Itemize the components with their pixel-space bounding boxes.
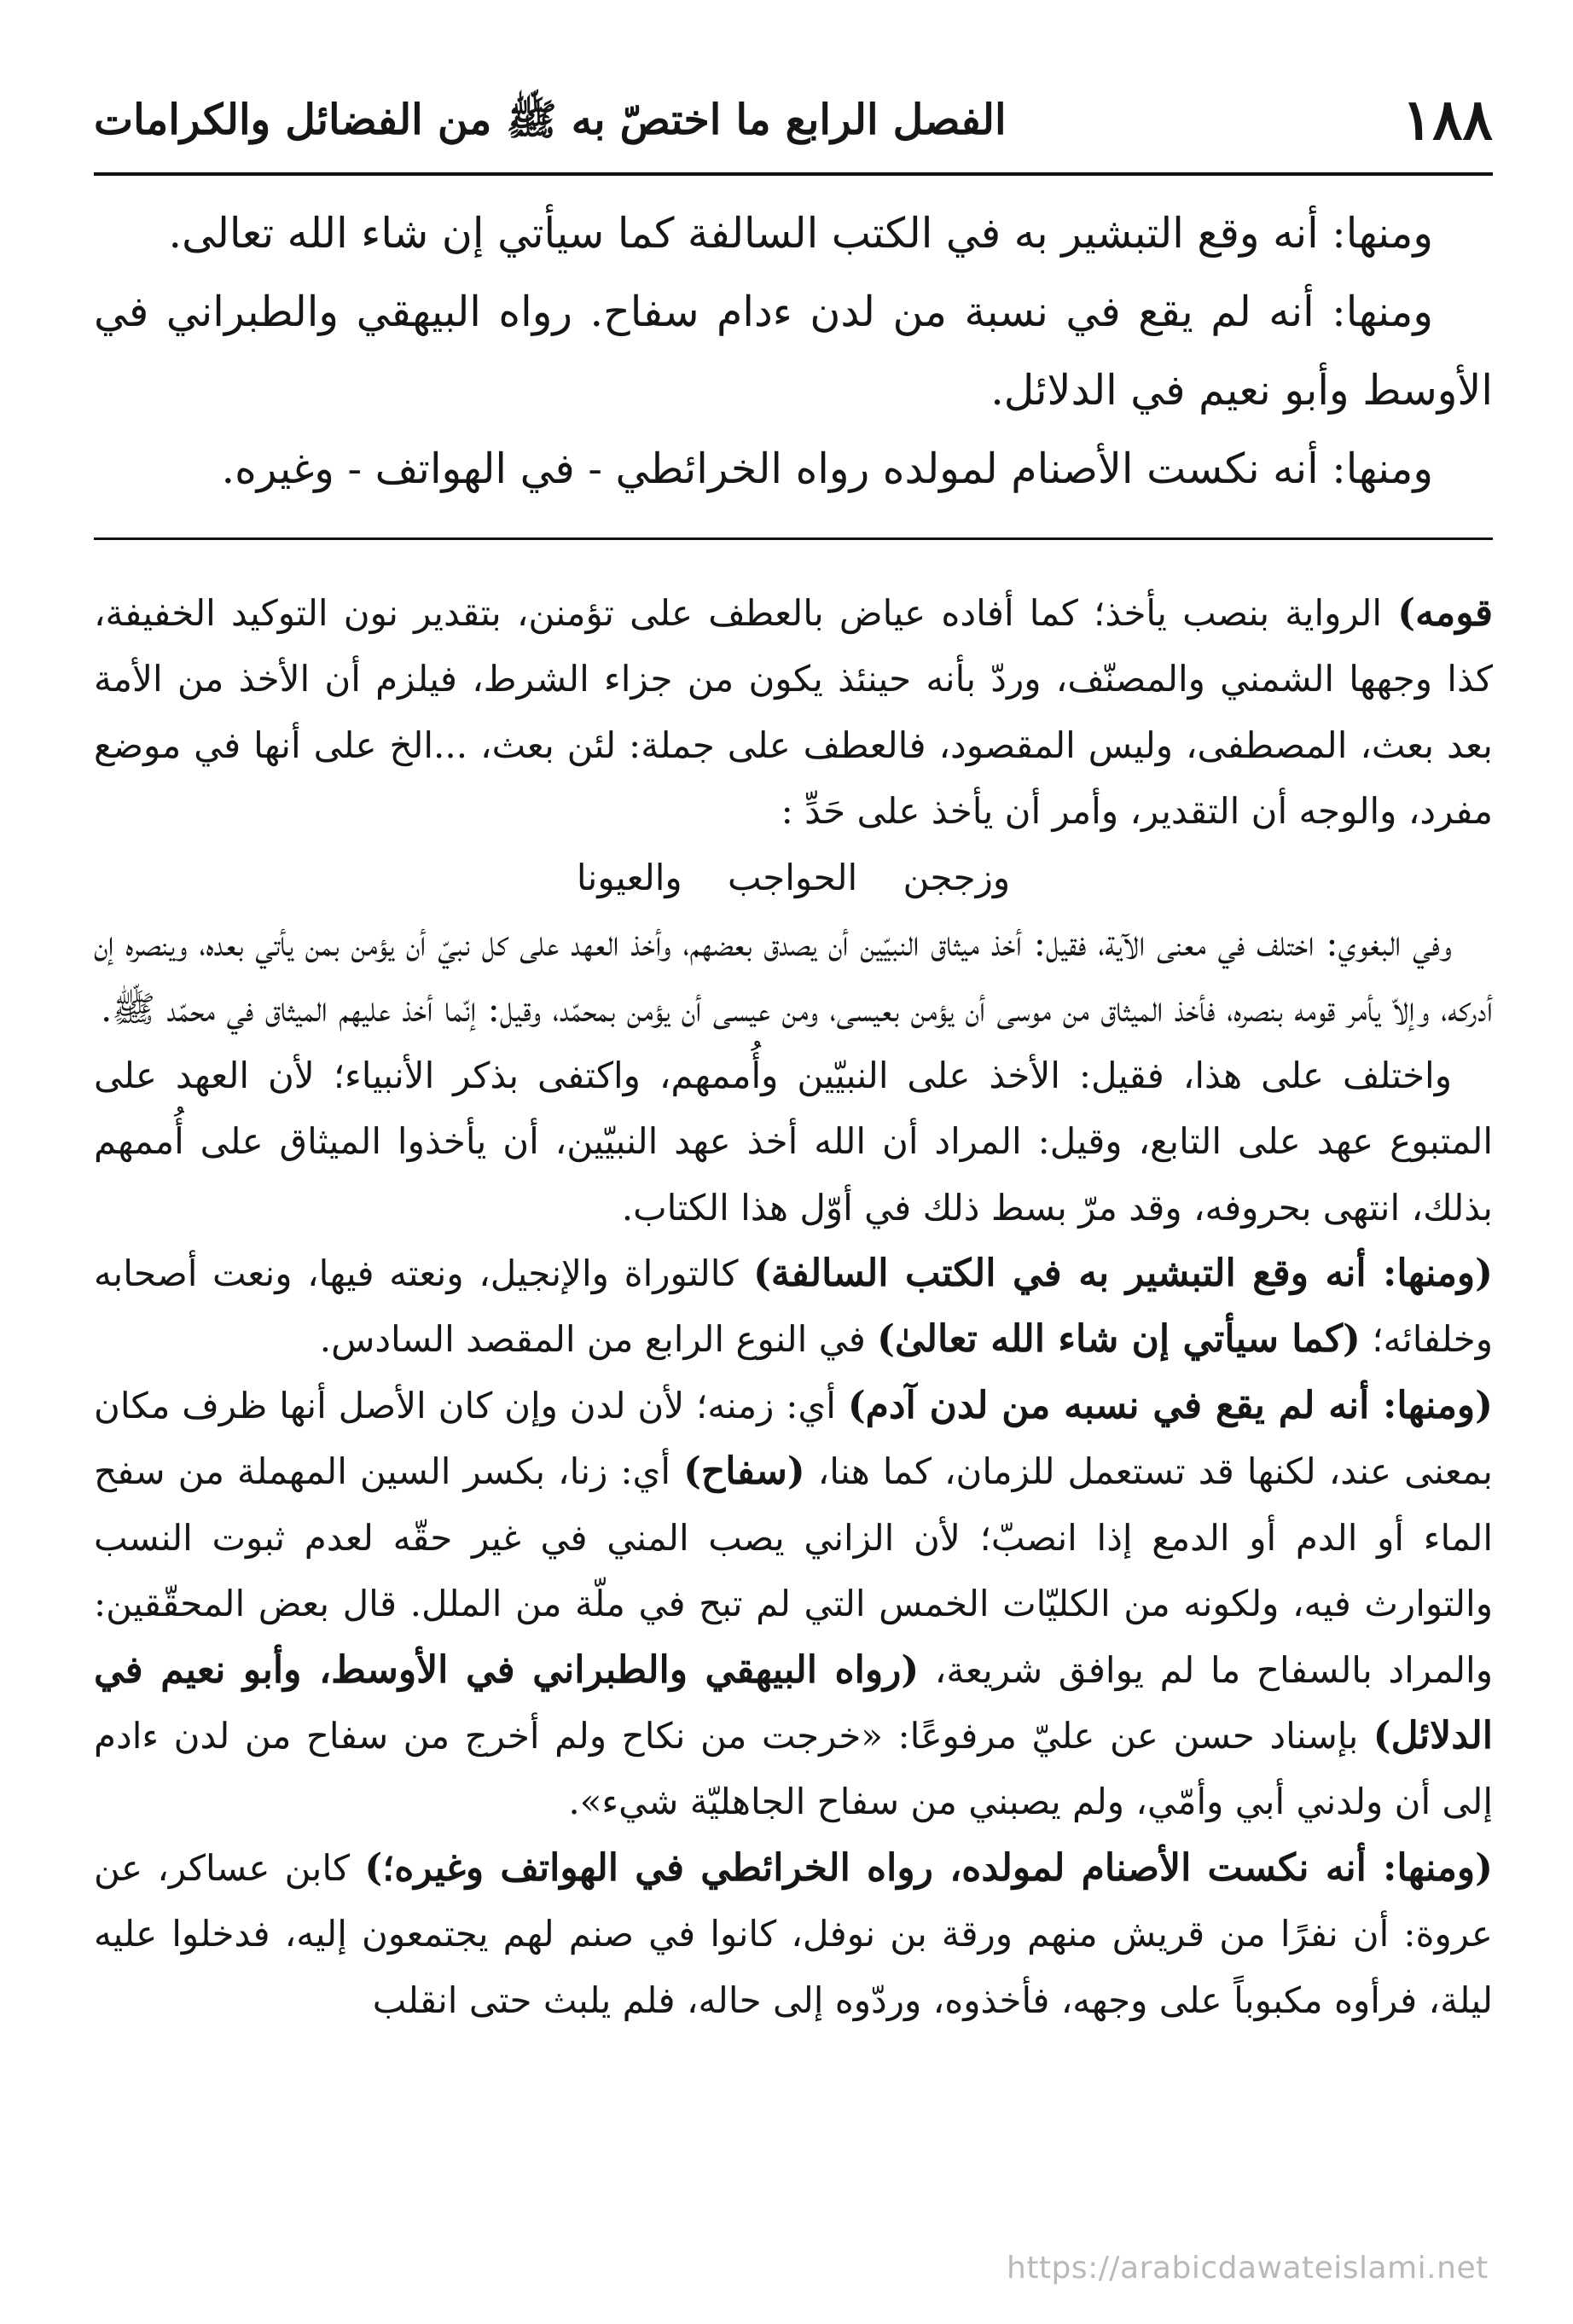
commentary-paragraph bbox=[94, 580, 1493, 845]
watermark-url: https://arabicdawateislami.net bbox=[1007, 2251, 1489, 2286]
commentary-text: بإسناد حسن عن عليّ مرفوعًا: «خرجت من نكاح ولم أخرج من سفاح من لدن ءادم إلى أن ولدني أبي وأمّي، ولم يصبني من سفاح الجاهليّة شيء». bbox=[94, 1714, 1493, 1823]
section-divider bbox=[94, 537, 1493, 540]
commentary-paragraph bbox=[94, 1240, 1493, 1373]
page-number: ١٨٨ bbox=[1402, 86, 1493, 153]
lemma: (رواه البيهقي والطبراني في الأوسط، وأبو نعيم في الدلائل) bbox=[94, 1647, 1493, 1758]
commentary-paragraph: وفي البغوي: اختلف في معنى الآية، فقيل: أخذ ميثاق النبيّين أن يصدق بعضهم، وأخذ العهد على كل نبيّ أن يؤمن بمن يأتي بعده، وينصره إن أدركه، وإلاّ يأمر قومه بنصره، فأخذ الميثاق من موسى أن يؤمن بعيسى، ومن عيسى أن يؤمن بمحمّد، وقيل: إنّما أخذ عليهم الميثاق في محمّد ﷺ. bbox=[94, 922, 1493, 1031]
main-text-paragraph: ومنها: أنه لم يقع في نسبة من لدن ءدام سفاح. رواه البيهقي والطبراني في الأوسط وأبو نعيم في الدلائل. bbox=[94, 288, 1493, 415]
poetry-verse: وزججن الحواجب والعيونا bbox=[576, 856, 1011, 898]
commentary bbox=[94, 580, 1493, 2033]
commentary-text: الرواية بنصب يأخذ؛ كما أفاده عياض بالعطف على تؤمنن، بتقدير نون التوكيد الخفيفة، كذا وجهها الشمني والمصنّف، وردّ بأنه حينئذ يكون من جزاء الشرط، فيلزم أن الأخذ من الأمة بعد بعث، المصطفى، وليس المقصود، فالعطف على جملة: لئن بعث، ...الخ على أنها في موضع مفرد، والوجه أن التقدير، وأمر أن يأخذ على حَدِّ : bbox=[94, 592, 1493, 833]
lemma: قومه) bbox=[1397, 591, 1493, 635]
commentary-paragraph bbox=[94, 1373, 1493, 1835]
commentary-text: كابن عساكر، عن عروة: أن نفرًا من قريش منهم ورقة بن نوفل، كانوا في صنم لهم يجتمعون إليه، فدخلوا عليه ليلة، فرأوه مكبوباً على وجهه، فأخذوه، وردّوه إلى حاله، فلم يلبث حتى انقلب bbox=[94, 1846, 1493, 2021]
running-title: الفصل الرابع ما اختصّ به ﷺ من الفضائل والكرامات bbox=[94, 94, 1007, 144]
commentary-paragraph: واختلف على هذا، فقيل: الأخذ على النبيّين وأُممهم، واكتفى بذكر الأنبياء؛ لأن العهد على المتبوع عهد على التابع، وقيل: المراد أن الله أخذ عهد النبيّين، أن يأخذوا الميثاق على أُممهم بذلك، انتهى بحروفه، وقد مرّ بسط ذلك في أوّل هذا الكتاب. bbox=[94, 1054, 1493, 1229]
main-text-paragraph: ومنها: أنه نكست الأصنام لمولده رواه الخرائطي - في الهواتف - وغيره. bbox=[221, 444, 1433, 493]
commentary-text: أي: زنا، بكسر السين المهملة من سفح الماء أو الدم أو الدمع إذا انصبّ؛ لأن الزاني يصب المني في غير حقّه لعدم ثبوت النسب والتوارث فيه، ولكونه من الكليّات الخمس التي لم تبح في ملّة من الملل. قال بعض المحقّقين: والمراد بالسفاح ما لم يوافق شريعة، bbox=[94, 1450, 1493, 1691]
commentary-text: كالتوراة والإنجيل، ونعته فيها، ونعت أصحابه وخلفائه؛ bbox=[94, 1252, 1493, 1361]
commentary-paragraph bbox=[94, 1835, 1493, 2033]
header-rule bbox=[94, 172, 1493, 176]
lemma: (ومنها: أنه لم يقع في نسبه من لدن آدم) bbox=[847, 1383, 1493, 1427]
lemma: (ومنها: أنه نكست الأصنام لمولده، رواه الخرائطي في الهواتف وغيره؛) bbox=[364, 1845, 1493, 1890]
lemma: (ومنها: أنه وقع التبشير به في الكتب السالفة) bbox=[753, 1252, 1493, 1296]
lemma: (سفاح) bbox=[683, 1450, 805, 1494]
book-page bbox=[94, 77, 1493, 2261]
running-header bbox=[94, 77, 1493, 162]
commentary-text: في النوع الرابع من المقصد السادس. bbox=[319, 1318, 878, 1361]
main-text bbox=[94, 195, 1493, 508]
lemma: (كما سيأتي إن شاء الله تعالىٰ) bbox=[877, 1317, 1361, 1362]
commentary-text: أي: زمنه؛ لأن لدن وإن كان الأصل أنها ظرف مكان بمعنى عند، لكنها قد تستعمل للزمان، كما هنا، bbox=[94, 1384, 1493, 1493]
main-text-paragraph: ومنها: أنه وقع التبشير به في الكتب السالفة كما سيأتي إن شاء الله تعالى. bbox=[168, 209, 1433, 258]
